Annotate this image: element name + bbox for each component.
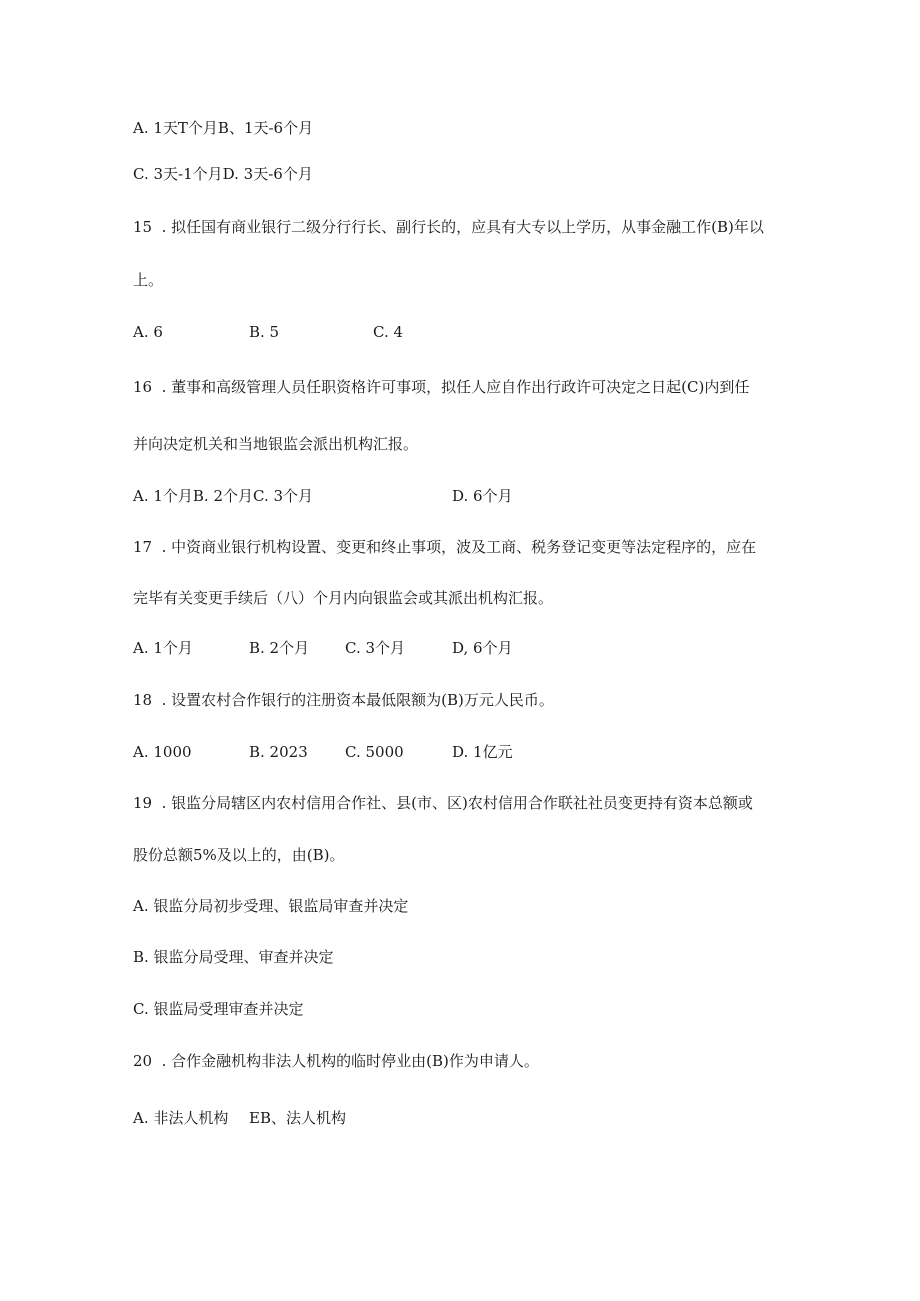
option-q15-a: A. 6 — [133, 323, 163, 341]
question-15-text: 15 . 拟任国有商业银行二级分行行长、副行长的，应具有大专以上学历，从事金融工作(B)年以 — [133, 218, 764, 236]
options-q14-ab: A. 1天T个月B、1天-6个月 — [133, 119, 314, 137]
option-q15-b: B. 5 — [249, 323, 280, 341]
option-q19-b: B. 银监分局受理、审查并决定 — [133, 948, 334, 966]
question-17-text: 17 . 中资商业银行机构设置、变更和终止事项，波及工商、税务登记变更等法定程序的，应在 — [133, 538, 757, 556]
option-q15-c: C. 4 — [373, 323, 404, 341]
question-18-text: 18 . 设置农村合作银行的注册资本最低限额为(B)万元人民币。 — [133, 691, 554, 709]
option-q17-a: A. 1个月 — [133, 639, 193, 657]
option-q17-b: B. 2个月 — [249, 639, 310, 657]
question-15-text-cont: 上。 — [133, 271, 164, 289]
option-q16-abc: A. 1个月B. 2个月C. 3个月 — [133, 487, 314, 505]
option-q18-c: C. 5000 — [345, 743, 404, 761]
option-q19-a: A. 银监分局初步受理、银监局审查并决定 — [133, 897, 409, 915]
option-q20-a: A. 非法人机构 — [133, 1109, 229, 1127]
question-16-text: 16 . 董事和高级管理人员任职资格许可事项，拟任人应自作出行政许可决定之日起(C)内到任 — [133, 378, 750, 396]
option-q17-c: C. 3个月 — [345, 639, 406, 657]
option-q18-b: B. 2023 — [249, 743, 308, 761]
question-19-text-cont: 股份总额5%及以上的，由(B)。 — [133, 846, 345, 864]
option-q18-d: D. 1亿元 — [452, 743, 513, 761]
option-q19-c: C. 银监局受理审查并决定 — [133, 1000, 304, 1018]
option-q17-d: D, 6个月 — [452, 639, 513, 657]
question-16-text-cont: 并向决定机关和当地银监会派出机构汇报。 — [133, 435, 419, 453]
options-q14-cd: C. 3天-1个月D. 3天-6个月 — [133, 165, 313, 183]
question-20-text: 20 . 合作金融机构非法人机构的临时停业由(B)作为申请人。 — [133, 1052, 539, 1070]
question-17-text-cont: 完毕有关变更手续后（八）个月内向银监会或其派出机构汇报。 — [133, 589, 554, 607]
option-q20-b: EB、法人机构 — [249, 1109, 346, 1127]
option-q18-a: A. 1000 — [133, 743, 192, 761]
option-q16-d: D. 6个月 — [452, 487, 513, 505]
question-19-text: 19 . 银监分局辖区内农村信用合作社、县(市、区)农村信用合作联社社员变更持有资本总额或 — [133, 794, 753, 812]
